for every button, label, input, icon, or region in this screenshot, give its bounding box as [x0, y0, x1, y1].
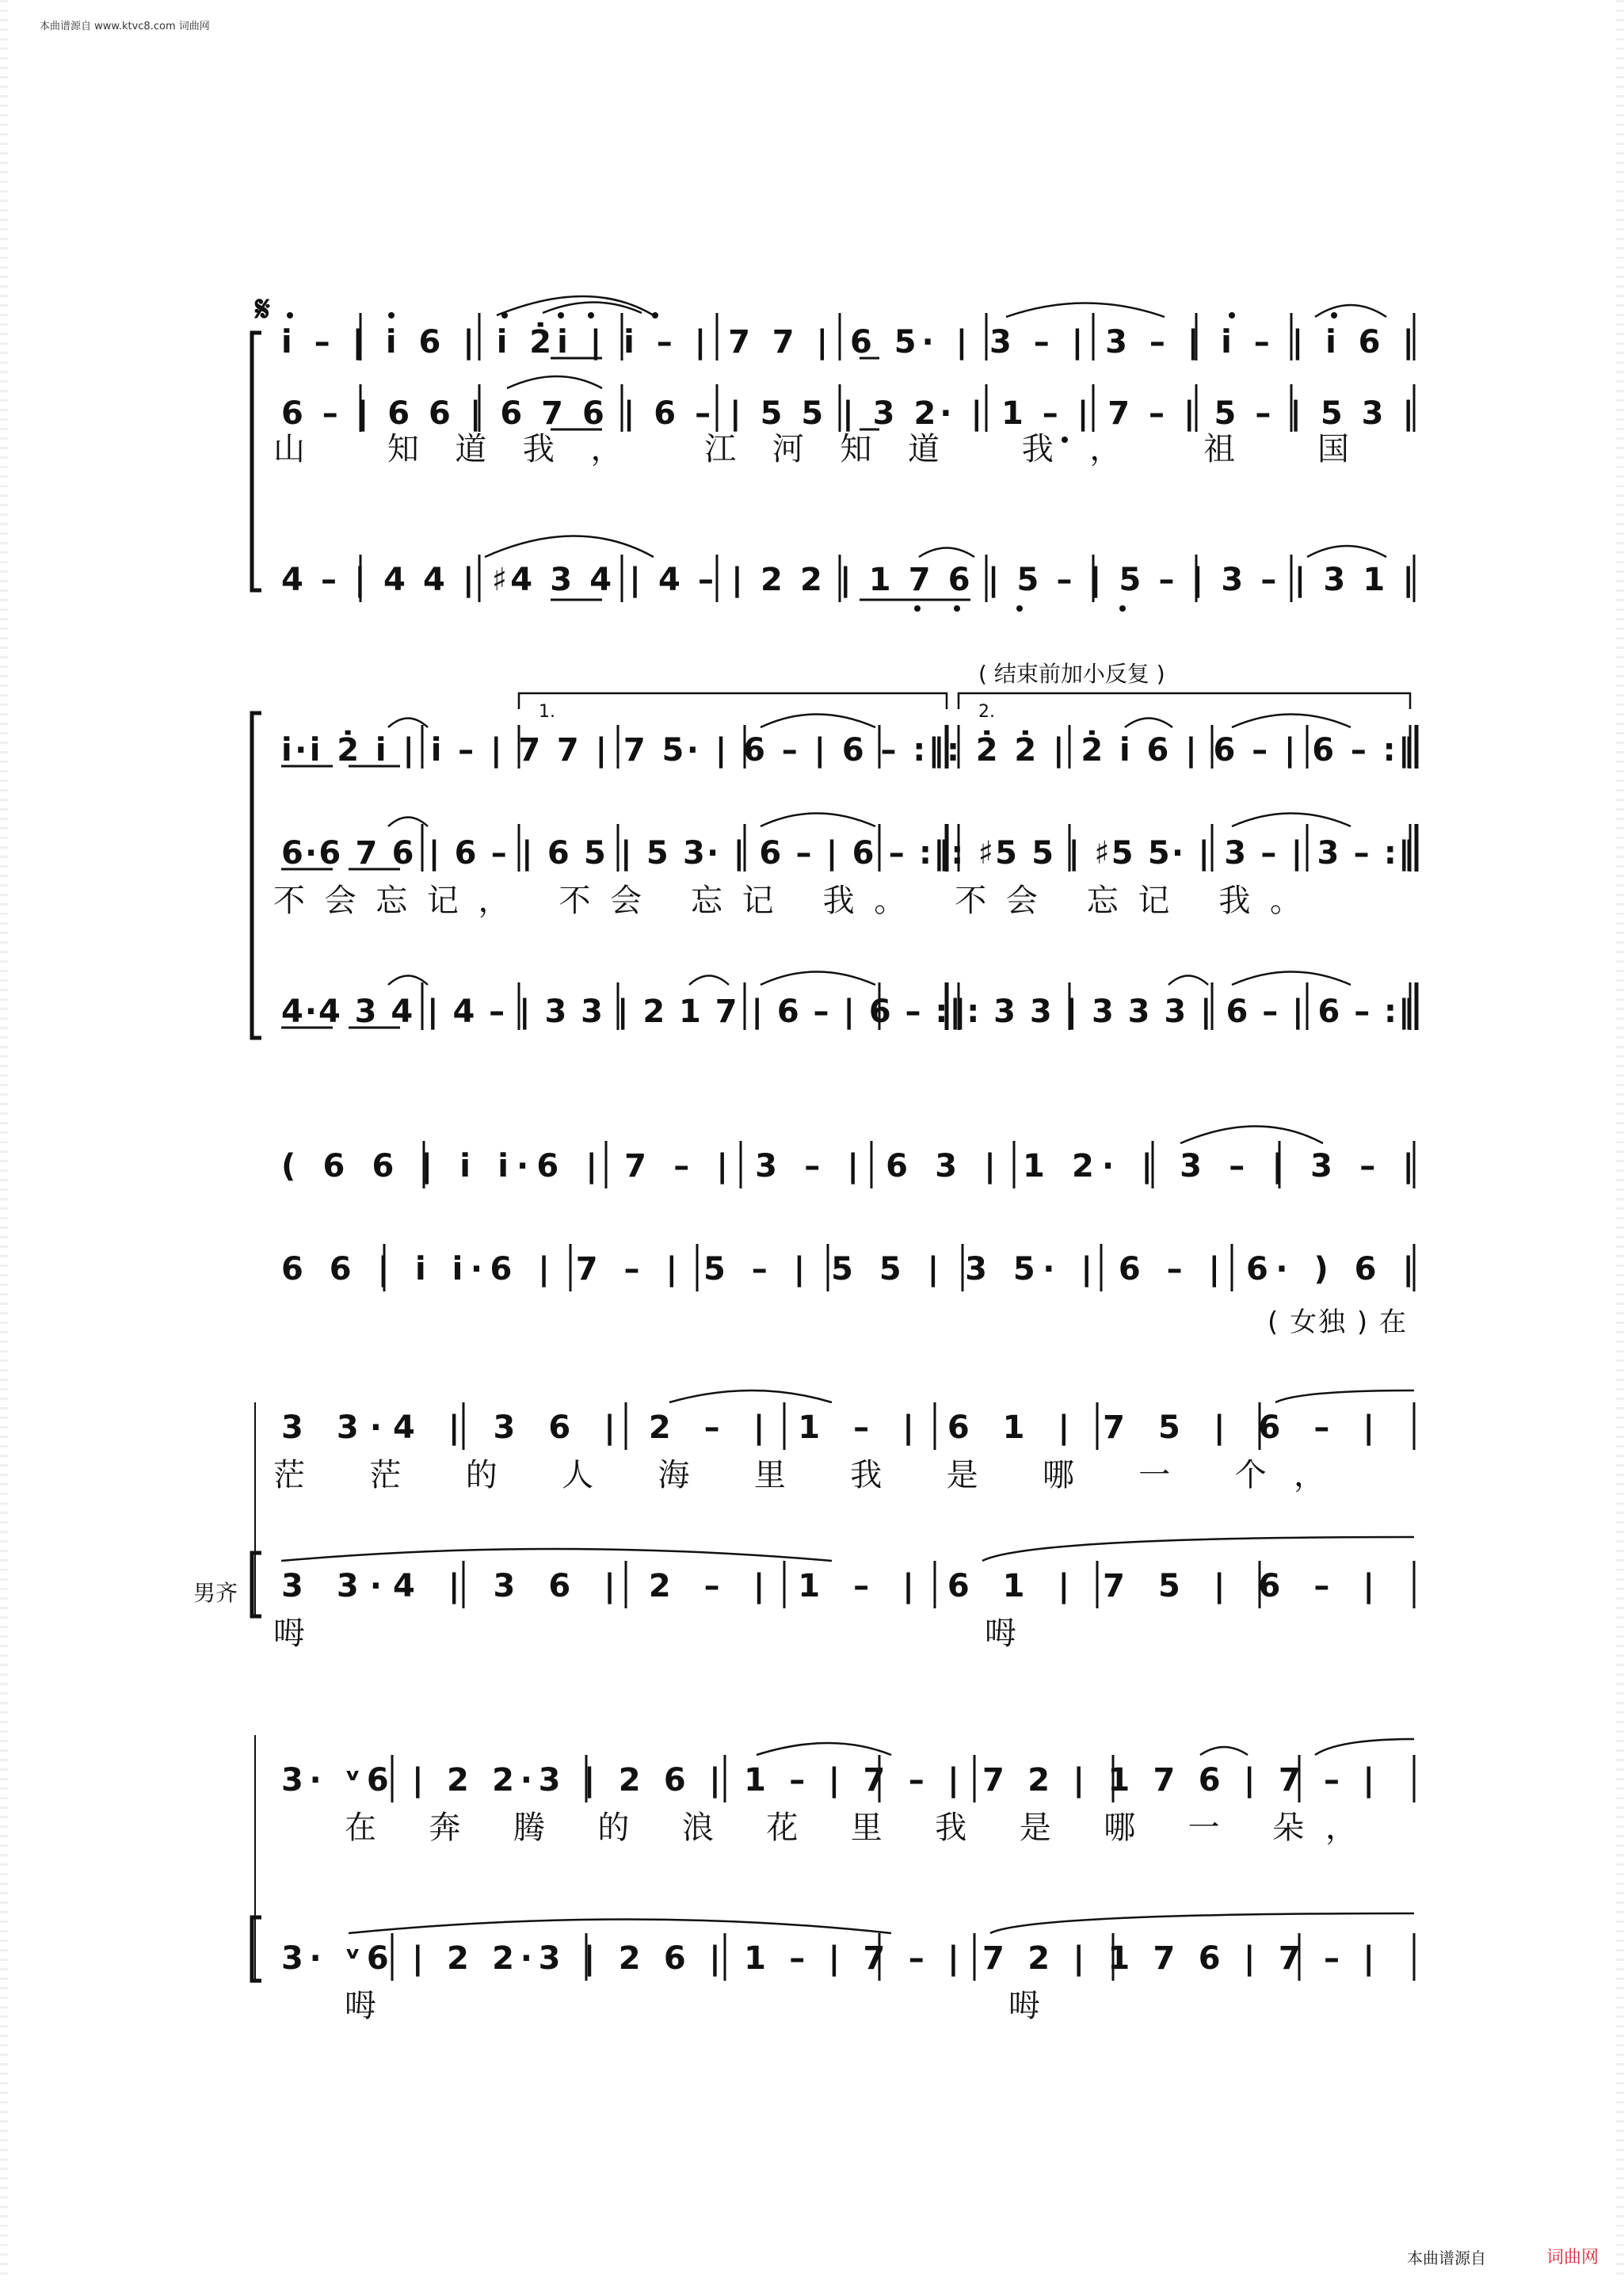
sys3-slurs	[1180, 1127, 1323, 1144]
voice-label	[193, 1580, 238, 1606]
system-brackets	[252, 333, 261, 1981]
sys4-solo: 3 3·4 | 3 6 | 2 – | 1 – | 6 1 | 7 5 | 6 – |	[281, 1409, 1374, 1446]
volta-2: 2.	[978, 702, 995, 722]
sys2-alto: 6·6 7 6 | 6 – | 6 5 | 5 3· | 6 – | 6 – :‖: ♯5 5 | ♯5 5· | 3 – | 3 – :‖	[281, 835, 1414, 872]
system-3	[281, 1127, 1414, 1339]
sys1-alto: 6 – | 6 6 | 6 7 6 | 6 – | 5 5 | 3 2· | 1 – | 7 – | 5 – | 5 3 |	[281, 395, 1414, 432]
sys2-barlines	[422, 725, 1416, 1030]
sys2-lyric: 不会忘记， 不会 忘记 我。 不会 忘记 我。	[273, 883, 1303, 919]
sys3-lyric: ( 女独 ) 在	[1268, 1306, 1408, 1338]
sys4-solo-lyric: 茫 茫 的 人 海 里 我 是 哪 一 个，	[273, 1457, 1327, 1493]
sys1-bass: 4 – | 4 4 | ♯4 3 4 | 4 – | 2 2 | 1 7 6 | 5 – | 5 – | 3 – | 3 1 |	[281, 562, 1414, 598]
sys5-solo: 3· ᵛ6 | 2 2·3 | 2 6 | 1 – | 7 – | 7 2 | 1 7 6 | 7 – |	[281, 1762, 1374, 1798]
repeat-annotation: ( 结束前加小反复 )	[978, 661, 1165, 687]
system-4	[273, 1390, 1414, 1652]
footer-logo: 词曲网	[1546, 2248, 1599, 2268]
sys1-lyric: 山 知道我， 江河知道 我， 祖 国	[273, 431, 1351, 467]
volta-1: 1.	[539, 702, 555, 722]
system-2	[273, 661, 1416, 1031]
segno-mark: 𝄋	[255, 289, 270, 330]
sys5-solo-lyric: 在 奔 腾 的 浪 花 里 我 是 哪 一 朵，	[345, 1810, 1359, 1846]
sys5-chorus: 3· ᵛ6 | 2 2·3 | 2 6 | 1 – | 7 – | 7 2 | 1 7 6 | 7 – |	[281, 1940, 1374, 1977]
sys1-soprano: i̇ – | i̇ 6 | i̇ 2̇i̇ | i̇ – | 7 7 | 6 5· | 3 – | 3 – | i̇ – | i̇ 6 |	[281, 324, 1414, 360]
sys3-upper: ( 6 6 | i̇ i̇·6 | 7 – | 3 – | 6 3 | 1 2· | 3 – | 3 – |	[281, 1148, 1415, 1184]
sys4-chorus-lyric: 呣 呣	[273, 1615, 1018, 1652]
header-source-text: 本曲谱源自 www.ktvc8.com 词曲网	[40, 21, 210, 32]
footer-source-label: 本曲谱源自	[1407, 2249, 1486, 2268]
sys5-chorus-lyric: 呣 呣	[345, 1988, 1042, 2024]
svg-text:男齐: 男齐	[193, 1580, 238, 1606]
sys2-bass: 4·4 3 4 | 4 – | 3 3 | 2 1 7 | 6 – | 6 – :‖: 3 3 | 3 3 3 | 6 – | 6 – :‖	[281, 994, 1414, 1030]
sys2-soprano: i̇·i̇ 2̇ i̇ | i̇ – | 7 7 | 7 5· | 6 – | 6 – :‖: 2̇ 2̇ | 2̇ i̇ 6 | 6 – | 6 – :‖	[281, 732, 1415, 769]
sys4-chorus: 3 3·4 | 3 6 | 2 – | 1 – | 6 1 | 7 5 | 6 – |	[281, 1568, 1374, 1604]
system-1	[273, 296, 1414, 612]
sys3-lower: 6 6 | i̇ i̇·6 | 7 – | 5 – | 5 5 | 3 5· | 6 – | 6· ) 6 |	[281, 1251, 1414, 1287]
system-5	[281, 1739, 1414, 2024]
